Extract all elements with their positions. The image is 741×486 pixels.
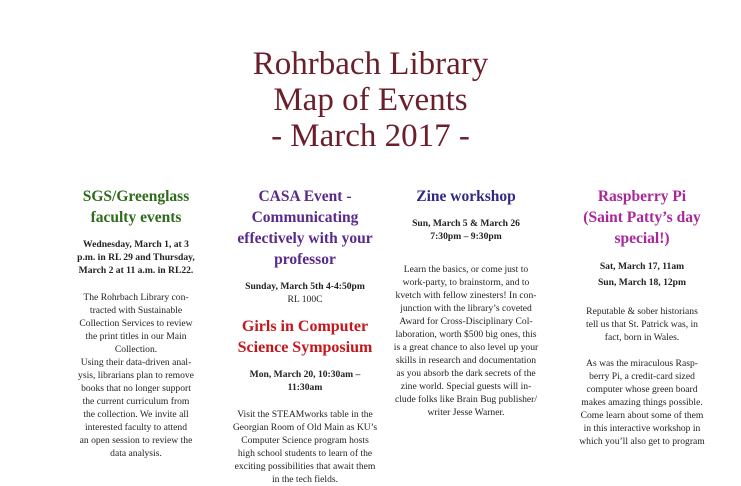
heading-line: Zine workshop: [416, 188, 516, 205]
page-title: [0, 46, 741, 154]
description-line: fact, born in Wales.: [604, 332, 680, 343]
heading-line: effectively with your: [237, 230, 373, 247]
description-line: as you absorb the dark secrets of the: [396, 368, 536, 379]
description-line: makes amazing things possible.: [581, 397, 703, 408]
event-datetime: [52, 238, 220, 277]
event-description: [52, 291, 220, 460]
description-line: exciting possibilities that await them: [234, 461, 376, 472]
description-line: kvetch with fellow zinesters! In con-: [395, 290, 537, 301]
description-line: As was the miraculous Rasp-: [586, 358, 698, 369]
description-line: interested faculty to attend: [84, 422, 188, 433]
description-line: Reputable & sober historians: [586, 306, 698, 317]
event-datetime: [378, 217, 554, 243]
event-heading: [52, 186, 220, 228]
event-casa: [220, 186, 390, 486]
event-sgs-greenglass: [52, 186, 220, 460]
description-line: The Rohrbach Library con-: [83, 292, 189, 303]
heading-line: (Saint Patty’s day: [583, 209, 701, 226]
heading-line: Girls in Computer: [241, 318, 369, 335]
datetime-line: Sunday, March 5th 4-4:50pm: [245, 281, 365, 292]
datetime-line: Mon, March 20, 10:30am –: [249, 369, 361, 380]
heading-line: faculty events: [90, 209, 182, 226]
description-line: writer Jesse Warner.: [427, 407, 505, 418]
event-location: RL 100C: [287, 294, 323, 305]
event-datetime: [554, 259, 730, 291]
datetime-line: March 2 at 11 a.m. in RL22.: [78, 265, 194, 276]
description-line: Using their data-driven anal-: [80, 357, 192, 368]
title-line: - March 2017 -: [271, 118, 470, 154]
event-heading: [378, 186, 554, 207]
event-raspberry-pi: [554, 186, 730, 448]
event-heading-girls-cs: [220, 316, 390, 358]
description-line: skills in research and documentation: [395, 355, 537, 366]
description-line: the collection. We invite all: [83, 409, 189, 420]
description-line: Come learn about some of them: [580, 410, 704, 421]
event-description: [220, 408, 390, 486]
datetime-line: Sun, March 5 & March 26: [412, 218, 520, 229]
datetime-line: p.m. in RL 29 and Thursday,: [77, 252, 195, 263]
event-heading: [554, 186, 730, 249]
paragraph-gap: [554, 344, 730, 357]
description-line: laboration, worth $500 big ones, this: [395, 329, 537, 340]
title-line: Map of Events: [273, 82, 468, 118]
description-line: high school students to learn of the: [237, 448, 373, 459]
description-line: in this interactive workshop in: [583, 423, 701, 434]
description-line: berry Pi, a credit-card sized: [589, 371, 695, 382]
description-line: Collection Services to review: [79, 318, 193, 329]
heading-line: SGS/Greenglass: [82, 188, 190, 205]
description-line: which you’ll also get to program: [579, 436, 705, 447]
datetime-line: Sun, March 18, 12pm: [597, 277, 687, 288]
description-line: the print titles in our Main: [85, 331, 187, 342]
heading-line: Science Symposium: [237, 339, 373, 356]
event-description: [554, 305, 730, 448]
heading-line: Communicating: [251, 209, 359, 226]
description-line: Learn the basics, or come just to: [403, 264, 529, 275]
description-line: data analysis.: [110, 448, 162, 459]
description-line: is a great chance to also level up your: [393, 342, 539, 353]
description-line: Computer Science program hosts: [241, 435, 369, 446]
event-datetime: [220, 280, 390, 306]
event-datetime: [220, 368, 390, 394]
description-line: junction with the library’s coveted: [400, 303, 532, 314]
description-line: Collection.: [114, 344, 158, 355]
description-line: ysis, librarians plan to remove: [78, 370, 194, 381]
description-line: tracted with Sustainable: [89, 305, 183, 316]
description-line: Award for Cross-Disciplinary Col-: [399, 316, 533, 327]
event-heading: [220, 186, 390, 270]
datetime-line: Sat, March 17, 11am: [599, 261, 685, 272]
description-line: in the tech fields.: [271, 474, 339, 485]
description-line: the current curriculum from: [82, 396, 190, 407]
event-description: [378, 263, 554, 419]
description-line: tell us that St. Patrick was, in: [586, 319, 698, 330]
description-line: books that no longer support: [81, 383, 191, 394]
description-line: Georgian Room of Old Main as KU’s: [232, 422, 378, 433]
description-line: clude folks like Brain Bug publisher/: [394, 394, 538, 405]
title-line: Rohrbach Library: [252, 46, 489, 82]
description-line: work-party, to brainstorm, and to: [402, 277, 530, 288]
event-zine-workshop: [378, 186, 554, 419]
datetime-line: 7:30pm – 9:30pm: [430, 231, 502, 242]
heading-line: professor: [274, 251, 336, 268]
description-line: zine world. Special guests will in-: [400, 381, 532, 392]
datetime-line: Wednesday, March 1, at 3: [83, 239, 189, 250]
datetime-line: 11:30am: [287, 382, 323, 393]
description-line: an open session to review the: [79, 435, 193, 446]
description-line: computer whose green board: [586, 384, 698, 395]
heading-line: CASA Event -: [258, 188, 352, 205]
description-line: Visit the STEAMworks table in the: [237, 409, 373, 420]
heading-line: special!): [614, 230, 670, 247]
heading-line: Raspberry Pi: [597, 188, 687, 205]
